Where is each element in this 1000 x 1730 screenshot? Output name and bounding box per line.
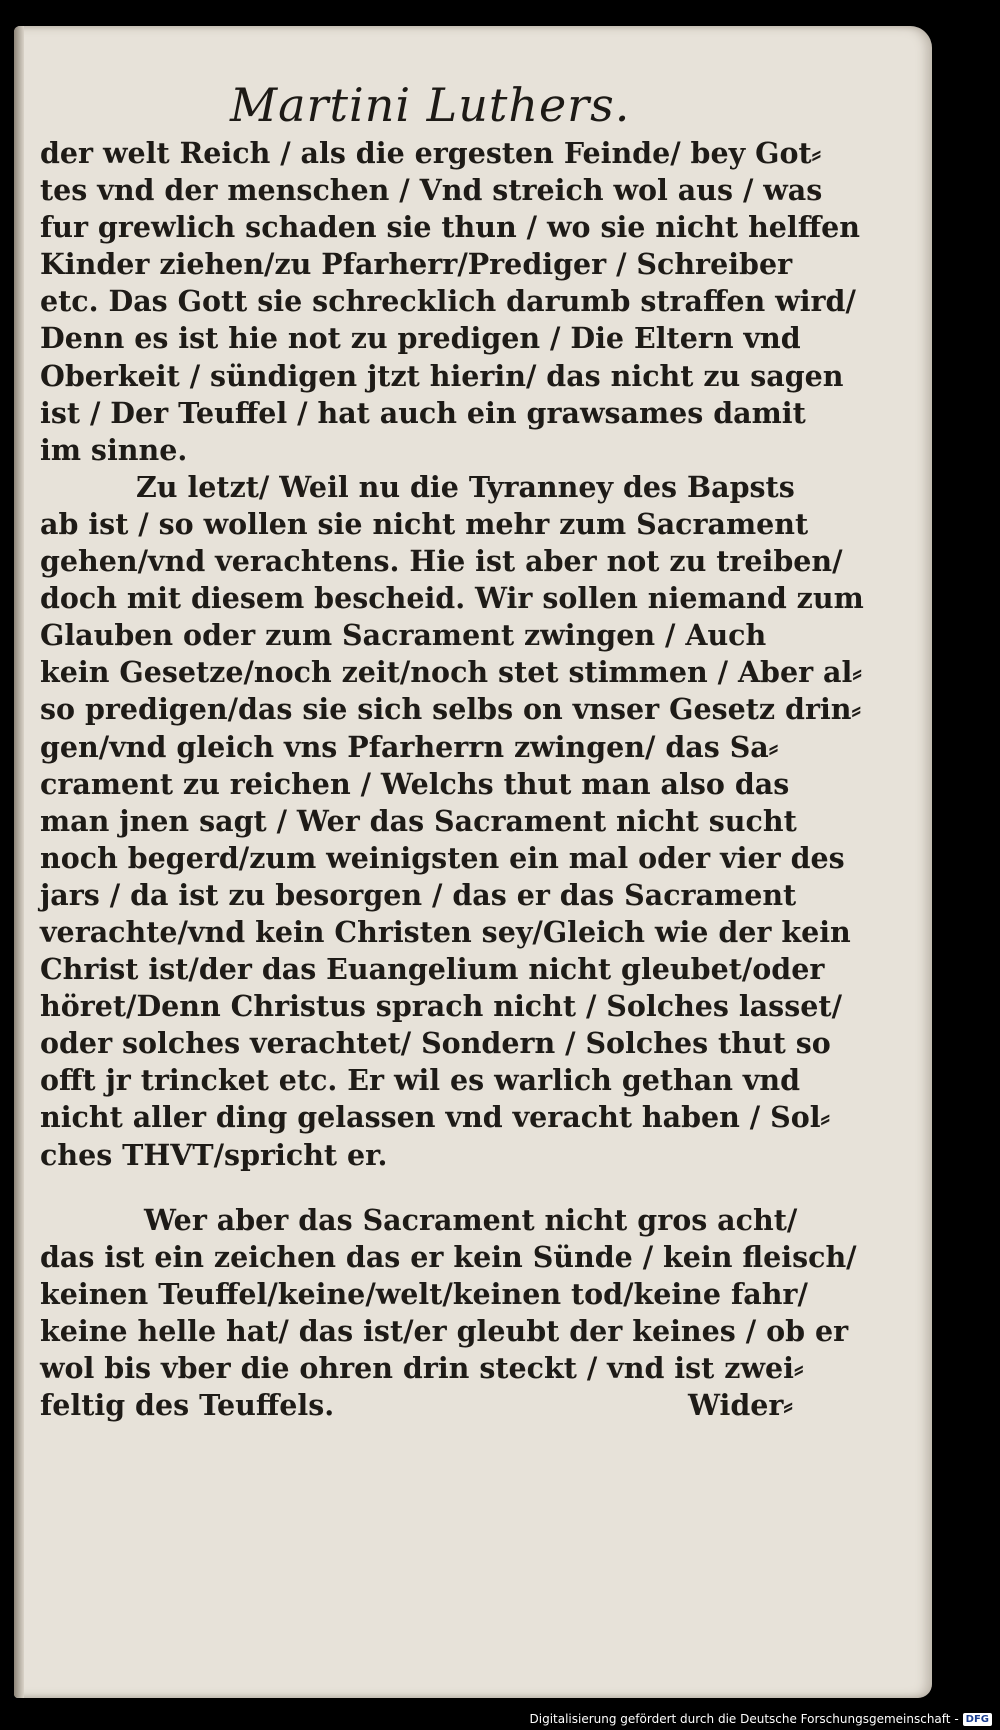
text-line: Denn es ist hie not zu predigen / Die Eltern vnd: [40, 321, 801, 356]
text-line: keine helle hat/ das ist/er gleubt der keines / ob er: [40, 1313, 849, 1348]
text-line: Oberkeit / sündigen jtzt hierin/ das nicht zu sagen: [40, 358, 844, 393]
text-line: Glauben oder zum Sacrament zwingen / Auch: [40, 618, 767, 653]
text-line: ches THVT/spricht er.: [40, 1137, 388, 1172]
text-line: oder solches verachtet/ Sondern / Solches thut so: [40, 1026, 831, 1061]
text-line: Kinder ziehen/zu Pfarherr/Prediger / Schreiber: [40, 247, 793, 282]
text-line: ab ist / so wollen sie nicht mehr zum Sacrament: [40, 506, 809, 541]
text-line: gen/vnd gleich vns Pfarherrn zwingen/ das Sa⸗: [40, 729, 779, 764]
text-line: offt jr trincket etc. Er wil es warlich gethan vnd: [40, 1063, 801, 1098]
text-line: feltig des Teuffels.: [40, 1388, 335, 1423]
text-line: jars / da ist zu besorgen / das er das Sacrament: [40, 877, 797, 912]
text-line: fur grewlich schaden sie thun / wo sie nicht helffen: [40, 210, 861, 245]
text-line: verachte/vnd kein Christen sey/Gleich wie der kein: [40, 914, 851, 949]
digitization-credit: [530, 1712, 993, 1726]
text-line: so predigen/das sie sich selbs on vnser Gesetz drin⸗: [40, 692, 862, 727]
text-line: Christ ist/der das Euangelium nicht gleubet/oder: [40, 952, 825, 987]
dfg-logo: DFG: [963, 1713, 992, 1726]
text-line: etc. Das Gott sie schrecklich darumb straffen wird/: [40, 284, 856, 319]
text-line: kein Gesetze/noch zeit/noch stet stimmen / Aber al⸗: [40, 655, 862, 690]
text-line: ist / Der Teuffel / hat auch ein grawsames damit: [40, 395, 806, 430]
text-line: crament zu reichen / Welchs thut man also das: [40, 766, 790, 801]
paragraph-gap: [40, 1174, 820, 1202]
running-head: Martini Luthers.: [230, 78, 631, 132]
text-line: das ist ein zeichen das er kein Sünde / kein fleisch/: [40, 1239, 857, 1274]
page-binding-edge: [14, 26, 24, 1698]
text-line: im sinne.: [40, 432, 188, 467]
text-line: höret/Denn Christus sprach nicht / Solches lasset/: [40, 989, 842, 1024]
text-line: noch begerd/zum weinigsten ein mal oder vier des: [40, 840, 845, 875]
text-line: wol bis vber die ohren drin steckt / vnd ist zwei⸗: [40, 1351, 804, 1385]
text-line: gehen/vnd verachtens. Hie ist aber not zu treiben/: [40, 544, 843, 579]
catchword: Wider⸗: [688, 1388, 793, 1422]
paragraph-start-line: Wer aber das Sacrament nicht gros acht/: [144, 1202, 798, 1237]
credit-text: Digitalisierung gefördert durch die Deutsche Forschungsgemeinschaft -: [529, 1712, 959, 1726]
body-text: [40, 135, 864, 1424]
text-line: keinen Teuffel/keine/welt/keinen tod/keine fahr/: [40, 1276, 808, 1311]
text-line: tes vnd der menschen / Vnd streich wol aus / was: [40, 173, 823, 208]
text-line: man jnen sagt / Wer das Sacrament nicht sucht: [40, 803, 797, 838]
text-line: nicht aller ding gelassen vnd veracht haben / Sol⸗: [40, 1100, 831, 1135]
text-line: der welt Reich / als die ergesten Feinde/ bey Got⸗: [40, 136, 822, 170]
paragraph-start-line: Zu letzt/ Weil nu die Tyranney des Bapsts: [136, 469, 795, 504]
text-line: doch mit diesem bescheid. Wir sollen niemand zum: [40, 581, 864, 616]
